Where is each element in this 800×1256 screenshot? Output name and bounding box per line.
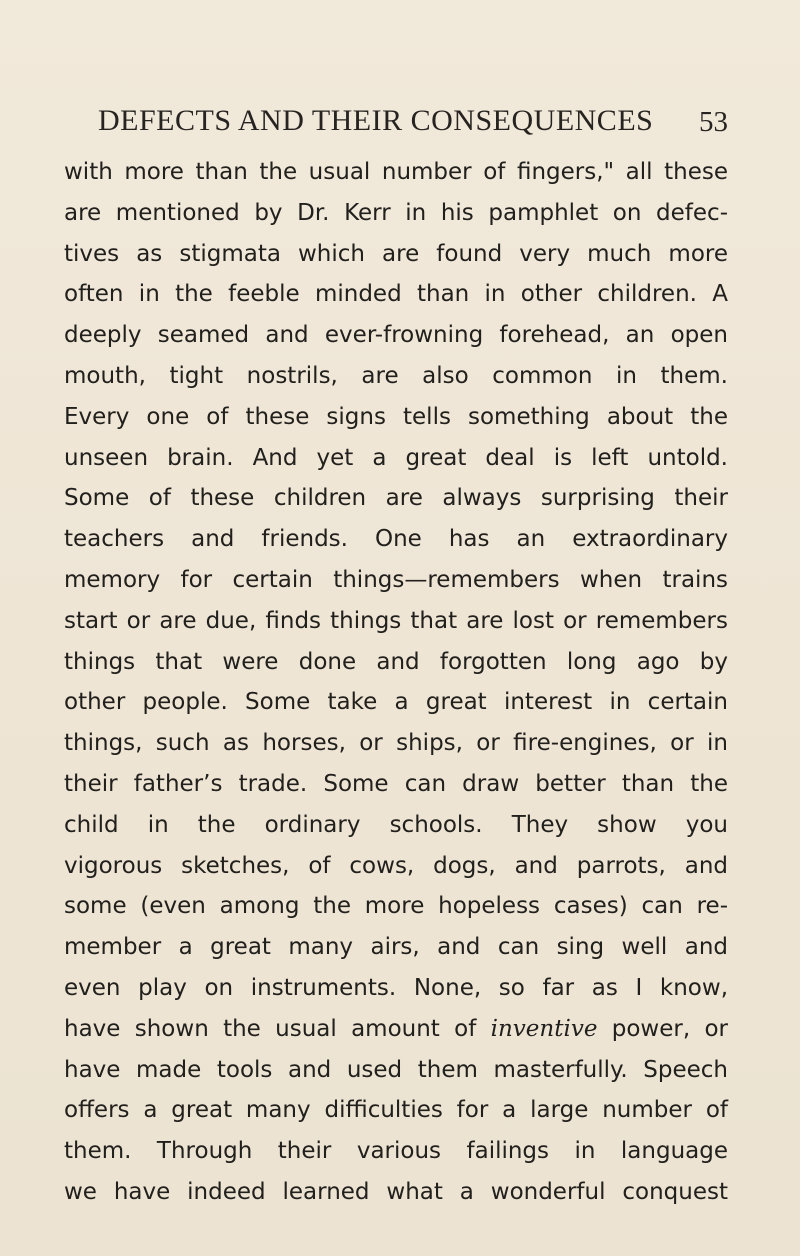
text-line: unseen brain. And yet a great deal is left untold.: [64, 444, 728, 471]
page-header: [64, 104, 728, 144]
text-line: teachers and friends. One has an extraordinary: [64, 526, 728, 553]
text-line: things that were done and forgotten long ago by: [64, 648, 728, 675]
text-line-with-italic: [64, 1009, 728, 1050]
page-number: 53: [699, 106, 728, 138]
text-line: start or are due, finds things that are lost or remembers: [64, 607, 728, 634]
text-line: even play on instruments. None, so far as I know,: [64, 974, 728, 1001]
text-segment: have shown the usual amount of: [64, 1015, 477, 1042]
running-head: DEFECTS AND THEIR CONSEQUENCES: [98, 104, 654, 137]
text-line: child in the ordinary schools. They show you: [64, 811, 728, 838]
text-line: are mentioned by Dr. Kerr in his pamphlet on defec-: [64, 199, 728, 226]
text-line: deeply seamed and ever-frowning forehead, an open: [64, 322, 728, 349]
italic-word: inventive: [490, 1015, 598, 1042]
text-line: vigorous sketches, of cows, dogs, and parrots, and: [64, 852, 728, 879]
text-line: Some of these children are always surprising their: [64, 485, 728, 512]
text-line: with more than the usual number of fingers," all these: [64, 159, 728, 185]
text-line: mouth, tight nostrils, are also common in them.: [64, 362, 728, 389]
text-line: we have indeed learned what a wonderful conquest: [64, 1178, 728, 1205]
body-text: [64, 152, 728, 1213]
text-line: memory for certain things—remembers when trains: [64, 566, 728, 593]
text-line: member a great many airs, and can sing well and: [64, 934, 728, 961]
text-line: Every one of these signs tells something about the: [64, 403, 728, 430]
text-line: have made tools and used them masterfully. Speech: [64, 1056, 728, 1083]
text-line: their father’s trade. Some can draw better than the: [64, 770, 728, 797]
text-line: tives as stigmata which are found very much more: [64, 240, 728, 267]
text-line: offers a great many difficulties for a large number of: [64, 1097, 728, 1124]
text-line: often in the feeble minded than in other children. A: [64, 281, 728, 308]
text-line: them. Through their various failings in language: [64, 1138, 728, 1165]
text-line: other people. Some take a great interest in certain: [64, 689, 728, 716]
text-line: some (even among the more hopeless cases) can re-: [64, 893, 728, 920]
text-segment: power, or: [611, 1015, 729, 1042]
text-line: things, such as horses, or ships, or fire-engines, or in: [64, 730, 728, 757]
